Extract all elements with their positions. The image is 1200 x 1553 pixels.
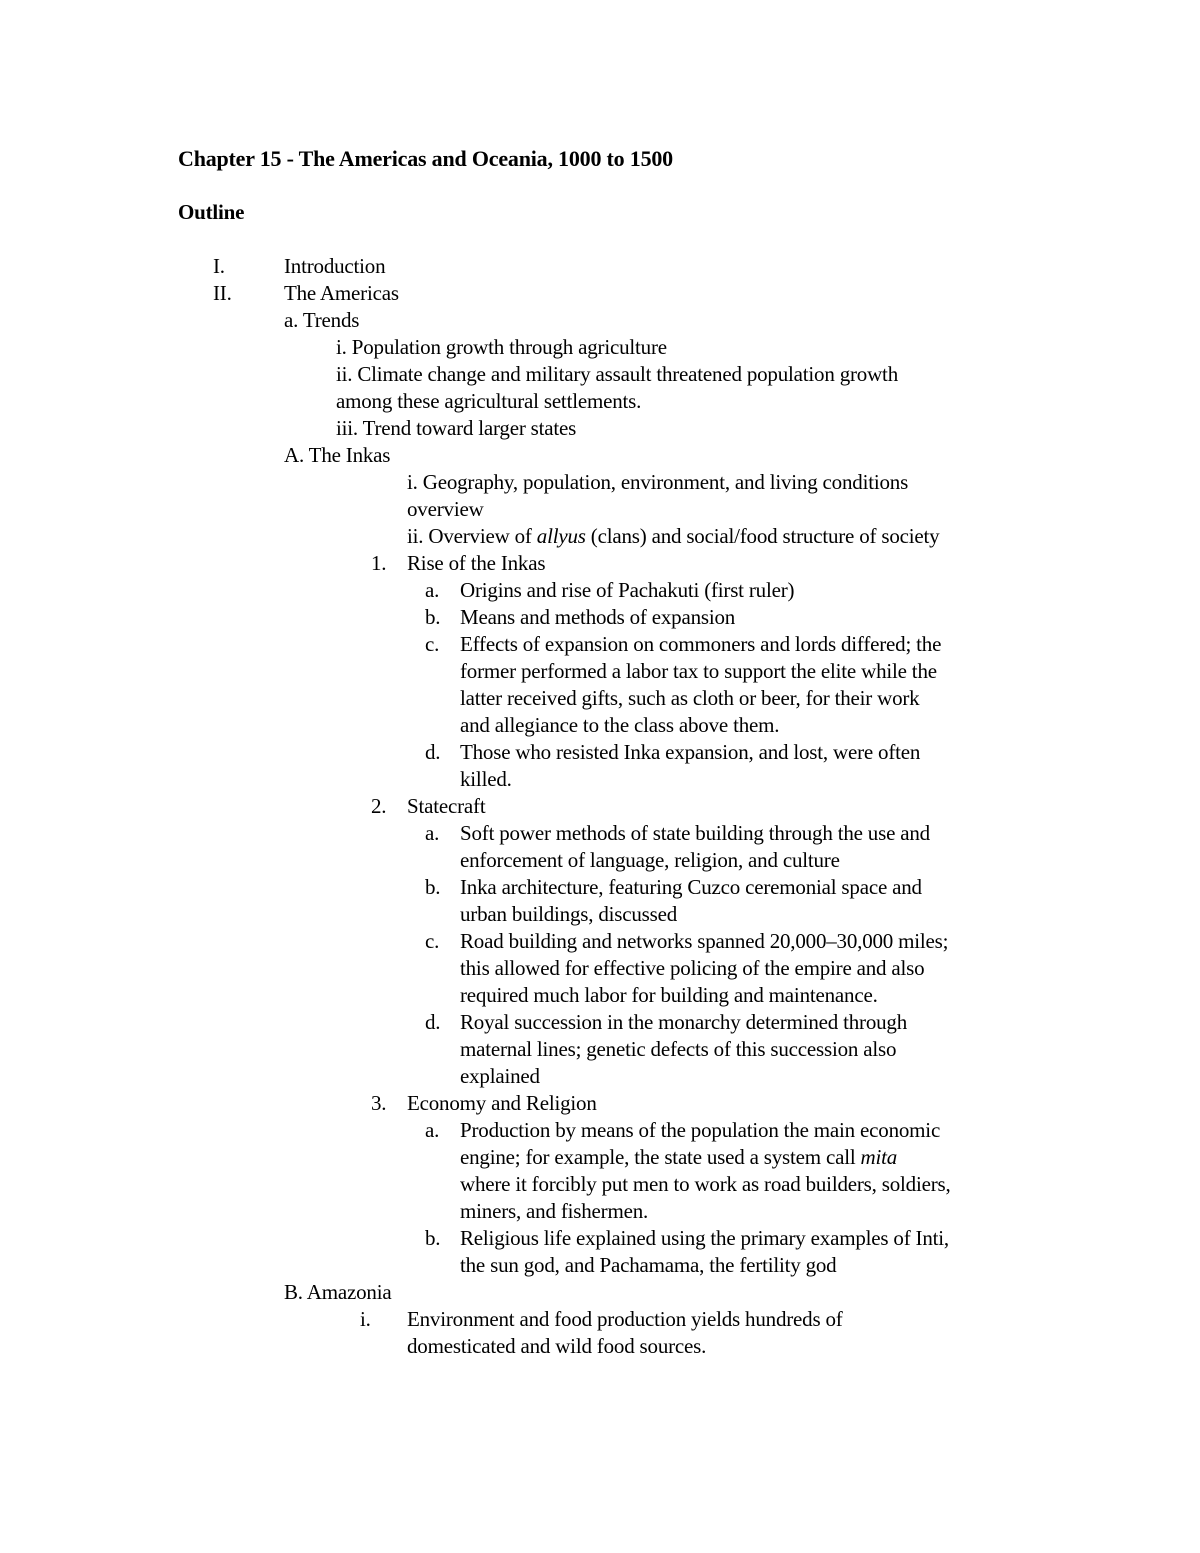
italic-term: mita [860,1145,898,1169]
outline-line: latter received gifts, such as cloth or beer, for their work [460,686,920,710]
roman-marker: II. [213,281,232,305]
outline-line: urban buildings, discussed [460,902,678,926]
outline-line: killed. [460,767,512,791]
outline-line: among these agricultural settlements. [336,389,642,413]
letter-marker: b. [425,1226,441,1250]
outline-line: where it forcibly put men to work as road builders, soldiers, [460,1172,951,1196]
letter-marker: d. [425,1010,441,1034]
outline-line: explained [460,1064,540,1088]
outline-item: Environment and food production yields hundreds of [407,1307,843,1331]
topic-statecraft: Statecraft [407,794,486,818]
number-marker: 3. [371,1091,387,1115]
outline-item: Effects of expansion on commoners and lords differed; the [460,632,942,656]
section-introduction: Introduction [284,254,386,278]
outline-item: ii. Climate change and military assault threatened population growth [336,362,898,386]
outline-item [407,523,939,550]
outline-item: Means and methods of expansion [460,605,736,629]
outline-item: Road building and networks spanned 20,000–30,000 miles; [460,929,949,953]
outline-line: enforcement of language, religion, and culture [460,848,840,872]
text-run: engine; for example, the state used a system call [460,1145,861,1169]
outline-item: Inka architecture, featuring Cuzco ceremonial space and [460,875,922,899]
outline-item: a. Trends [284,308,360,332]
outline-line: the sun god, and Pachamama, the fertility god [460,1253,837,1277]
outline-line [460,1144,897,1171]
letter-marker: c. [425,632,440,656]
outline-item: i. Geography, population, environment, and living conditions [407,470,909,494]
outline-line: former performed a labor tax to support the elite while the [460,659,937,683]
outline-item: iii. Trend toward larger states [336,416,577,440]
letter-marker: a. [425,1118,440,1142]
section-americas: The Americas [284,281,399,305]
subsection-inkas: A. The Inkas [284,443,391,467]
number-marker: 1. [371,551,387,575]
outline-heading: Outline [178,200,245,224]
outline-item: Soft power methods of state building through the use and [460,821,930,845]
outline-line: required much labor for building and maintenance. [460,983,878,1007]
outline-item: Religious life explained using the primary examples of Inti, [460,1226,949,1250]
outline-line: overview [407,497,484,521]
text-run: (clans) and social/food structure of society [585,524,940,548]
letter-marker: d. [425,740,441,764]
outline-item: Royal succession in the monarchy determined through [460,1010,908,1034]
subsection-amazonia: B. Amazonia [284,1280,392,1304]
text-run: ii. Overview of [407,524,537,548]
outline-line: maternal lines; genetic defects of this succession also [460,1037,897,1061]
number-marker: 2. [371,794,387,818]
outline-line: and allegiance to the class above them. [460,713,780,737]
chapter-title: Chapter 15 - The Americas and Oceania, 1000 to 1500 [178,146,673,171]
letter-marker: a. [425,578,440,602]
letter-marker: a. [425,821,440,845]
outline-item: i. Population growth through agriculture [336,335,667,359]
outline-item: Origins and rise of Pachakuti (first ruler) [460,578,795,602]
outline-item: Those who resisted Inka expansion, and lost, were often [460,740,921,764]
letter-marker: c. [425,929,440,953]
roman-marker: I. [213,254,225,278]
topic-rise: Rise of the Inkas [407,551,546,575]
letter-marker: b. [425,605,441,629]
letter-marker: b. [425,875,441,899]
outline-line: domesticated and wild food sources. [407,1334,707,1358]
topic-economy: Economy and Religion [407,1091,597,1115]
italic-term: allyus [536,524,586,548]
outline-line: this allowed for effective policing of the empire and also [460,956,925,980]
outline-line: miners, and fishermen. [460,1199,649,1223]
roman-marker: i. [360,1307,371,1331]
outline-item: Production by means of the population the main economic [460,1118,941,1142]
